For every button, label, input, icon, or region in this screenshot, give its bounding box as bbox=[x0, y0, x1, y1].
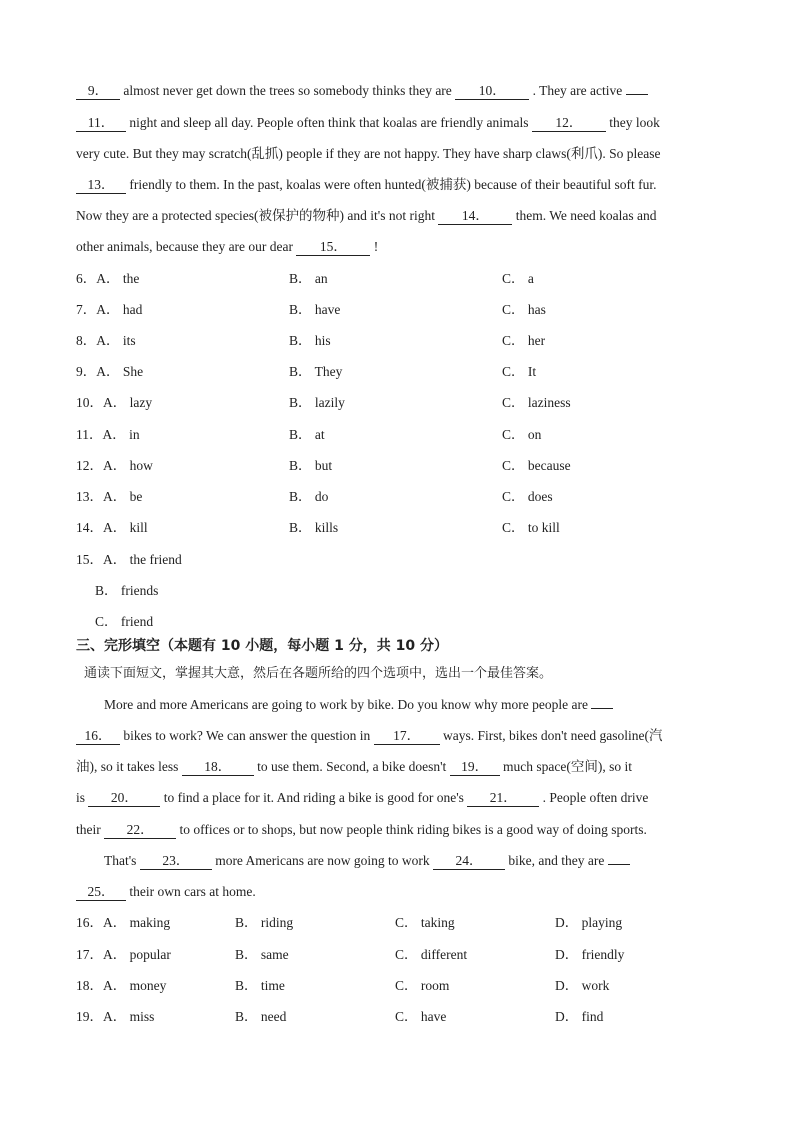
passage2-text: more Americans are now going to work bbox=[215, 853, 430, 868]
option-label: C． bbox=[502, 302, 525, 317]
option-text: time bbox=[260, 978, 285, 993]
option-b[interactable] bbox=[289, 331, 331, 351]
blank-11: 11． bbox=[76, 115, 126, 132]
blank-24: 24． bbox=[433, 853, 505, 870]
option-d[interactable] bbox=[555, 913, 622, 933]
question-number: 7．A． bbox=[76, 302, 120, 317]
option-a[interactable] bbox=[76, 300, 142, 320]
question-row bbox=[76, 269, 736, 289]
passage2-text: ways. First, bikes don't need gasoline(汽 bbox=[442, 728, 663, 743]
option-text: to kill bbox=[527, 520, 560, 535]
option-label: D． bbox=[555, 978, 579, 993]
option-c[interactable] bbox=[395, 945, 467, 965]
option-text: do bbox=[314, 489, 329, 504]
passage2-text: bikes to work? We can answer the question in bbox=[123, 728, 371, 743]
option-text: playing bbox=[581, 915, 623, 930]
question-row bbox=[76, 1007, 736, 1027]
q15-option-b[interactable] bbox=[95, 581, 158, 601]
option-c[interactable] bbox=[502, 425, 541, 445]
option-text: lazily bbox=[314, 395, 345, 410]
passage1-line-6 bbox=[76, 237, 378, 257]
option-a[interactable] bbox=[76, 269, 139, 289]
option-c[interactable] bbox=[502, 518, 560, 538]
option-label: B． bbox=[289, 333, 312, 348]
option-text: on bbox=[527, 427, 542, 442]
option-text: kill bbox=[129, 520, 148, 535]
question-number: 12．A． bbox=[76, 458, 127, 473]
passage1-line-5 bbox=[76, 206, 656, 226]
option-text: the bbox=[122, 271, 140, 286]
option-b[interactable] bbox=[235, 976, 285, 996]
option-text: but bbox=[314, 458, 333, 473]
passage2-text: 油), so it takes less bbox=[76, 759, 179, 774]
passage2-text: More and more Americans are going to work by bike. Do you know why more people are bbox=[104, 697, 588, 712]
passage2-line-5 bbox=[76, 820, 647, 840]
option-text: in bbox=[129, 427, 140, 442]
question-number: 13．A． bbox=[76, 489, 127, 504]
blank-20: 20． bbox=[88, 790, 160, 807]
option-text: miss bbox=[129, 1009, 155, 1024]
option-a[interactable] bbox=[76, 945, 171, 965]
option-label: C． bbox=[502, 364, 525, 379]
option-text: room bbox=[420, 978, 450, 993]
option-label: B． bbox=[235, 947, 258, 962]
option-c[interactable] bbox=[502, 269, 534, 289]
option-label: B． bbox=[289, 302, 312, 317]
option-text: have bbox=[314, 302, 341, 317]
option-b[interactable] bbox=[235, 945, 289, 965]
question-number: 11．A． bbox=[76, 427, 126, 442]
option-text: making bbox=[129, 915, 171, 930]
blank-19: 19． bbox=[450, 759, 500, 776]
option-d[interactable] bbox=[555, 1007, 603, 1027]
option-d[interactable] bbox=[555, 945, 624, 965]
option-text: friendly bbox=[581, 947, 625, 962]
option-a[interactable] bbox=[76, 518, 148, 538]
option-label: B． bbox=[289, 427, 312, 442]
blank-21: 21． bbox=[467, 790, 539, 807]
question-row bbox=[76, 300, 736, 320]
passage1-text: almost never get down the trees so somebody thinks they are bbox=[123, 83, 452, 98]
option-label: B． bbox=[289, 364, 312, 379]
option-label: B． bbox=[289, 458, 312, 473]
passage2-text: . People often drive bbox=[542, 790, 649, 805]
option-label: C． bbox=[395, 915, 418, 930]
passage1-text: . They are active bbox=[532, 83, 623, 98]
option-a[interactable] bbox=[76, 393, 152, 413]
passage1-text: Now they are a protected species(被保护的物种) and it's not right bbox=[76, 208, 435, 223]
option-text: need bbox=[260, 1009, 287, 1024]
passage2-text: to offices or to shops, but now people think riding bikes is a good way of doing sports. bbox=[179, 822, 647, 837]
question-number: 18．A． bbox=[76, 978, 127, 993]
passage2-text: to find a place for it. And riding a bike is good for one's bbox=[163, 790, 464, 805]
question-row bbox=[76, 331, 736, 351]
question-row bbox=[76, 518, 736, 538]
blank-12: 12． bbox=[532, 115, 606, 132]
question-row bbox=[76, 425, 736, 445]
option-label: B． bbox=[235, 1009, 258, 1024]
option-b[interactable] bbox=[289, 456, 332, 476]
option-text: because bbox=[527, 458, 571, 473]
blank-16: 16． bbox=[76, 728, 120, 745]
question-row bbox=[76, 456, 736, 476]
option-text: riding bbox=[260, 915, 294, 930]
passage1-text: they look bbox=[609, 115, 660, 130]
passage2-line-1 bbox=[104, 695, 613, 715]
option-b[interactable] bbox=[289, 269, 328, 289]
option-text: have bbox=[420, 1009, 447, 1024]
option-label: B． bbox=[289, 271, 312, 286]
option-c[interactable] bbox=[395, 913, 455, 933]
option-a[interactable] bbox=[76, 913, 170, 933]
option-d[interactable] bbox=[555, 976, 609, 996]
option-b[interactable] bbox=[289, 487, 328, 507]
passage2-line-3 bbox=[76, 757, 632, 777]
option-label: C． bbox=[502, 333, 525, 348]
passage1-text: them. We need koalas and bbox=[515, 208, 657, 223]
option-c[interactable] bbox=[502, 487, 553, 507]
option-c[interactable] bbox=[395, 976, 449, 996]
option-label: B． bbox=[289, 520, 312, 535]
section-instruction: 通读下面短文，掌握其大意，然后在各题所给的四个选项中，选出一个最佳答案。 bbox=[84, 666, 553, 681]
passage1-line-3 bbox=[76, 144, 660, 164]
option-text: same bbox=[260, 947, 289, 962]
option-b[interactable] bbox=[289, 393, 345, 413]
option-c[interactable] bbox=[502, 393, 571, 413]
option-a[interactable] bbox=[76, 331, 136, 351]
question-row bbox=[76, 393, 736, 413]
option-a[interactable] bbox=[76, 1007, 154, 1027]
option-text: taking bbox=[420, 915, 455, 930]
passage2-text: is bbox=[76, 790, 86, 805]
question-number: 10．A． bbox=[76, 395, 127, 410]
option-label: C． bbox=[395, 978, 418, 993]
option-text: at bbox=[314, 427, 325, 442]
option-text: the friend bbox=[129, 552, 182, 567]
option-label: B． bbox=[289, 395, 312, 410]
option-label: C． bbox=[502, 395, 525, 410]
passage2-line-6 bbox=[104, 851, 630, 871]
question-row bbox=[76, 945, 736, 965]
question-number: 19．A． bbox=[76, 1009, 127, 1024]
passage2-line-7 bbox=[76, 882, 256, 902]
option-label: C． bbox=[395, 947, 418, 962]
option-text: laziness bbox=[527, 395, 571, 410]
option-text: has bbox=[527, 302, 546, 317]
q15-option-c[interactable] bbox=[95, 612, 153, 632]
option-label: D． bbox=[555, 1009, 579, 1024]
option-text: an bbox=[314, 271, 328, 286]
blank-10: 10． bbox=[455, 83, 529, 100]
blank-23: 23． bbox=[140, 853, 212, 870]
option-text: She bbox=[122, 364, 144, 379]
option-a[interactable] bbox=[76, 976, 166, 996]
option-label: D． bbox=[555, 947, 579, 962]
passage2-text: to use them. Second, a bike doesn't bbox=[257, 759, 447, 774]
blank-13: 13． bbox=[76, 177, 126, 194]
question-number: 15．A． bbox=[76, 552, 127, 567]
option-c[interactable] bbox=[502, 362, 536, 382]
option-c[interactable] bbox=[502, 331, 545, 351]
option-label: B． bbox=[289, 489, 312, 504]
option-label: C． bbox=[502, 271, 525, 286]
passage2-text: their own cars at home. bbox=[129, 884, 256, 899]
option-text: friend bbox=[120, 614, 154, 629]
option-text: work bbox=[581, 978, 610, 993]
option-text: different bbox=[420, 947, 468, 962]
question-row bbox=[76, 362, 736, 382]
option-text: does bbox=[527, 489, 553, 504]
option-c[interactable] bbox=[502, 456, 571, 476]
passage2-text: much space(空间), so it bbox=[503, 759, 632, 774]
option-text: how bbox=[129, 458, 153, 473]
q15-option-a[interactable] bbox=[76, 550, 182, 570]
blank-25: 25． bbox=[76, 884, 126, 901]
question-number: 8．A． bbox=[76, 333, 120, 348]
blank-14: 14． bbox=[438, 208, 512, 225]
question-row bbox=[76, 976, 736, 996]
option-label: C． bbox=[395, 1009, 418, 1024]
option-b[interactable] bbox=[235, 1007, 286, 1027]
option-text: friends bbox=[120, 583, 159, 598]
option-text: be bbox=[129, 489, 143, 504]
question-number: 14．A． bbox=[76, 520, 127, 535]
option-label: C． bbox=[502, 520, 525, 535]
option-label: B． bbox=[235, 978, 258, 993]
option-text: find bbox=[581, 1009, 604, 1024]
question-number: 17．A． bbox=[76, 947, 127, 962]
passage1-text: very cute. But they may scratch(乱抓) people if they are not happy. They have sharp claws(利爪). So please bbox=[76, 146, 661, 161]
passage1-line-2 bbox=[76, 113, 660, 133]
option-b[interactable] bbox=[289, 518, 338, 538]
passage1-text: friendly to them. In the past, koalas were often hunted(被捕获) because of their beautiful soft fur. bbox=[129, 177, 657, 192]
passage1-line-1 bbox=[76, 81, 648, 101]
question-number: 16．A． bbox=[76, 915, 127, 930]
option-text: his bbox=[314, 333, 331, 348]
option-label: B． bbox=[95, 583, 118, 598]
option-label: B． bbox=[235, 915, 258, 930]
option-text: kills bbox=[314, 520, 339, 535]
blank-11-lead bbox=[626, 94, 648, 95]
passage1-text: night and sleep all day. People often think that koalas are friendly animals bbox=[129, 115, 529, 130]
question-number: 6．A． bbox=[76, 271, 120, 286]
passage2-text: That's bbox=[104, 853, 137, 868]
passage1-line-4 bbox=[76, 175, 656, 195]
option-b[interactable] bbox=[289, 425, 325, 445]
option-text: her bbox=[527, 333, 546, 348]
blank-22: 22． bbox=[104, 822, 176, 839]
option-text: lazy bbox=[129, 395, 153, 410]
option-label: C． bbox=[502, 427, 525, 442]
option-b[interactable] bbox=[289, 362, 342, 382]
option-text: It bbox=[527, 364, 537, 379]
option-a[interactable] bbox=[76, 456, 153, 476]
option-label: C． bbox=[502, 458, 525, 473]
option-text: popular bbox=[129, 947, 171, 962]
passage2-line-2 bbox=[76, 726, 663, 746]
option-text: had bbox=[122, 302, 143, 317]
option-text: its bbox=[122, 333, 136, 348]
blank-25-lead bbox=[608, 864, 630, 865]
passage2-text: bike, and they are bbox=[508, 853, 605, 868]
option-a[interactable] bbox=[76, 362, 143, 382]
option-b[interactable] bbox=[289, 300, 340, 320]
blank-16-lead bbox=[591, 708, 613, 709]
passage2-line-4 bbox=[76, 788, 648, 808]
option-c[interactable] bbox=[395, 1007, 446, 1027]
option-c[interactable] bbox=[502, 300, 546, 320]
option-text: money bbox=[129, 978, 167, 993]
section-title: 三、完形填空（本题有 10 小题，每小题 1 分，共 10 分） bbox=[76, 638, 448, 654]
option-label: C． bbox=[95, 614, 118, 629]
question-number: 9．A． bbox=[76, 364, 120, 379]
blank-15: 15． bbox=[296, 239, 370, 256]
passage1-text: ! bbox=[373, 239, 379, 254]
option-label: D． bbox=[555, 915, 579, 930]
blank-17: 17． bbox=[374, 728, 440, 745]
question-row bbox=[76, 487, 736, 507]
option-a[interactable] bbox=[76, 487, 142, 507]
option-text: They bbox=[314, 364, 343, 379]
blank-9: 9． bbox=[76, 83, 120, 100]
option-text: a bbox=[527, 271, 534, 286]
passage2-text: their bbox=[76, 822, 101, 837]
question-row bbox=[76, 913, 736, 933]
blank-18: 18． bbox=[182, 759, 254, 776]
option-label: C． bbox=[502, 489, 525, 504]
option-a[interactable] bbox=[76, 425, 140, 445]
passage1-text: other animals, because they are our dear bbox=[76, 239, 294, 254]
option-b[interactable] bbox=[235, 913, 293, 933]
